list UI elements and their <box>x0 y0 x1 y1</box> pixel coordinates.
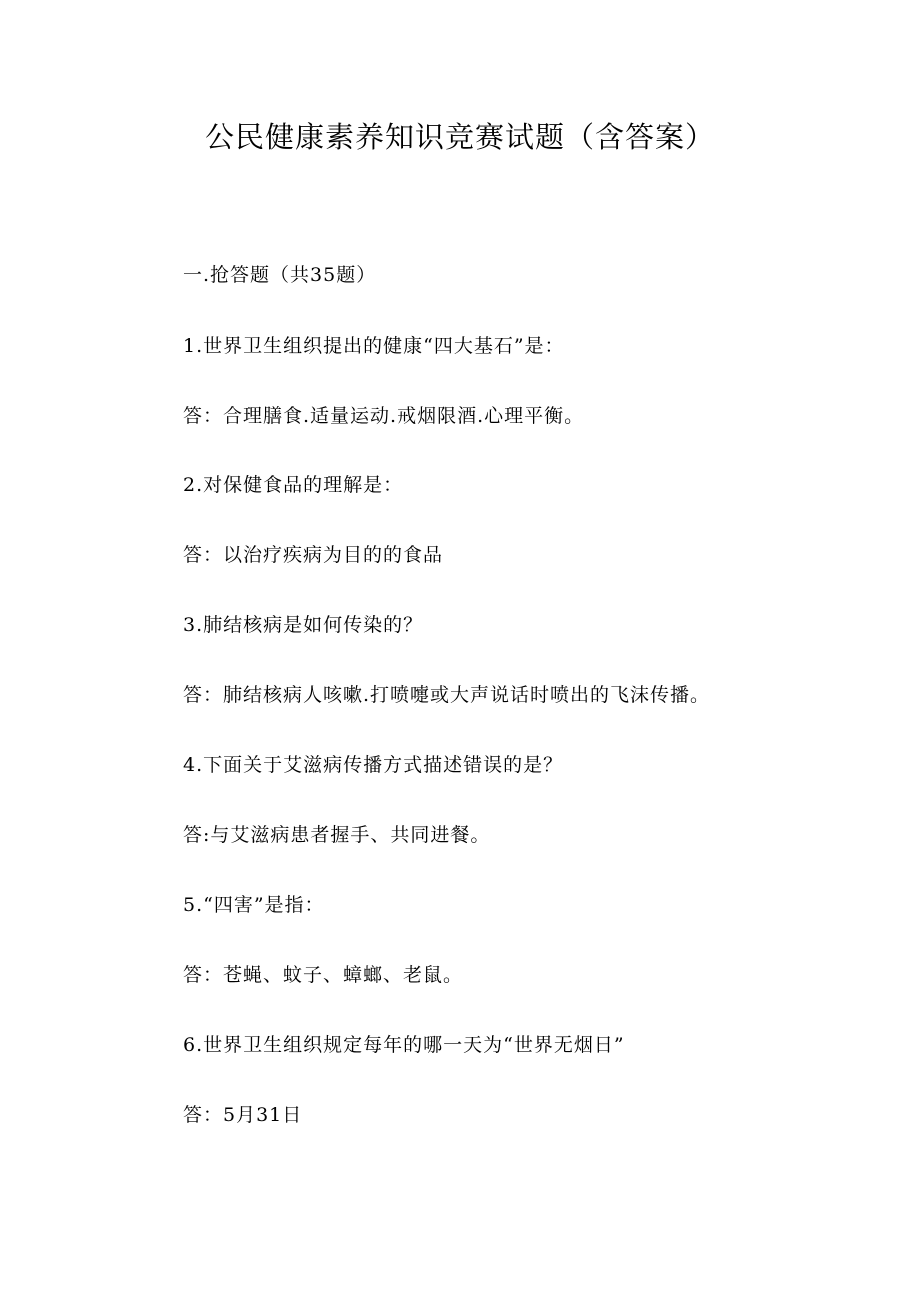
answer-2: 答：以治疗疾病为目的的食品 <box>183 544 444 566</box>
question-3: 3.肺结核病是如何传染的？ <box>183 614 424 636</box>
question-2: 2.对保健食品的理解是： <box>183 474 404 496</box>
answer-4: 答:与艾滋病患者握手、共同进餐。 <box>183 824 491 846</box>
question-1: 1.世界卫生组织提出的健康“四大基石”是： <box>183 335 565 357</box>
question-6: 6.世界卫生组织规定每年的哪一天为“世界无烟日” <box>183 1034 625 1056</box>
section-heading: 一.抢答题（共35题） <box>183 264 377 286</box>
answer-5: 答：苍蝇、蚊子、蟑螂、老鼠。 <box>183 964 464 986</box>
question-5: 5.“四害”是指： <box>183 894 325 916</box>
question-4: 4.下面关于艾滋病传播方式描述错误的是？ <box>183 754 564 776</box>
document-title: 公民健康素养知识竞赛试题（含答案） <box>204 120 715 154</box>
answer-6: 答：5月31日 <box>183 1104 303 1126</box>
answer-1: 答：合理膳食.适量运动.戒烟限酒.心理平衡。 <box>183 405 585 427</box>
answer-3: 答：肺结核病人咳嗽.打喷嚏或大声说话时喷出的飞沫传播。 <box>183 684 711 706</box>
